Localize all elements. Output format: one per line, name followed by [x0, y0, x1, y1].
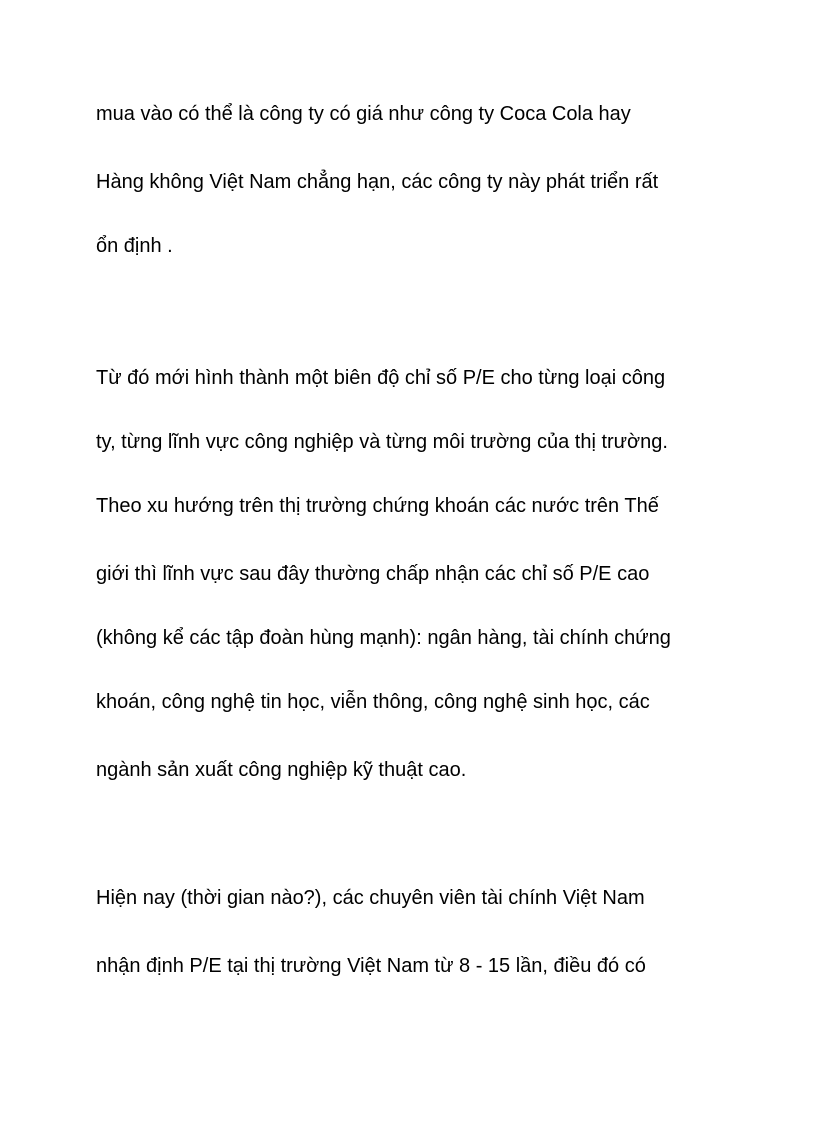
text-line: Từ đó mới hình thành một biên độ chỉ số P/E cho từng loại công [96, 367, 666, 389]
text-line: giới thì lĩnh vực sau đây thường chấp nhận các chỉ số P/E cao [96, 563, 650, 585]
text-line: Theo xu hướng trên thị trường chứng khoán các nước trên Thế [96, 495, 659, 517]
text-line: ty, từng lĩnh vực công nghiệp và từng môi trường của thị trường. [96, 431, 668, 453]
text-line: ổn định . [96, 235, 173, 257]
text-line: mua vào có thể là công ty có giá như công ty Coca Cola hay [96, 103, 631, 125]
text-line: ngành sản xuất công nghiệp kỹ thuật cao. [96, 759, 467, 781]
text-line: nhận định P/E tại thị trường Việt Nam từ 8 - 15 lần, điều đó có [96, 955, 646, 977]
text-line: (không kể các tập đoàn hùng mạnh): ngân hàng, tài chính chứng [96, 627, 671, 649]
text-line: khoán, công nghệ tin học, viễn thông, công nghệ sinh học, các [96, 691, 650, 713]
text-line: Hiện nay (thời gian nào?), các chuyên viên tài chính Việt Nam [96, 887, 645, 909]
text-line: Hàng không Việt Nam chẳng hạn, các công ty này phát triển rất [96, 171, 659, 193]
